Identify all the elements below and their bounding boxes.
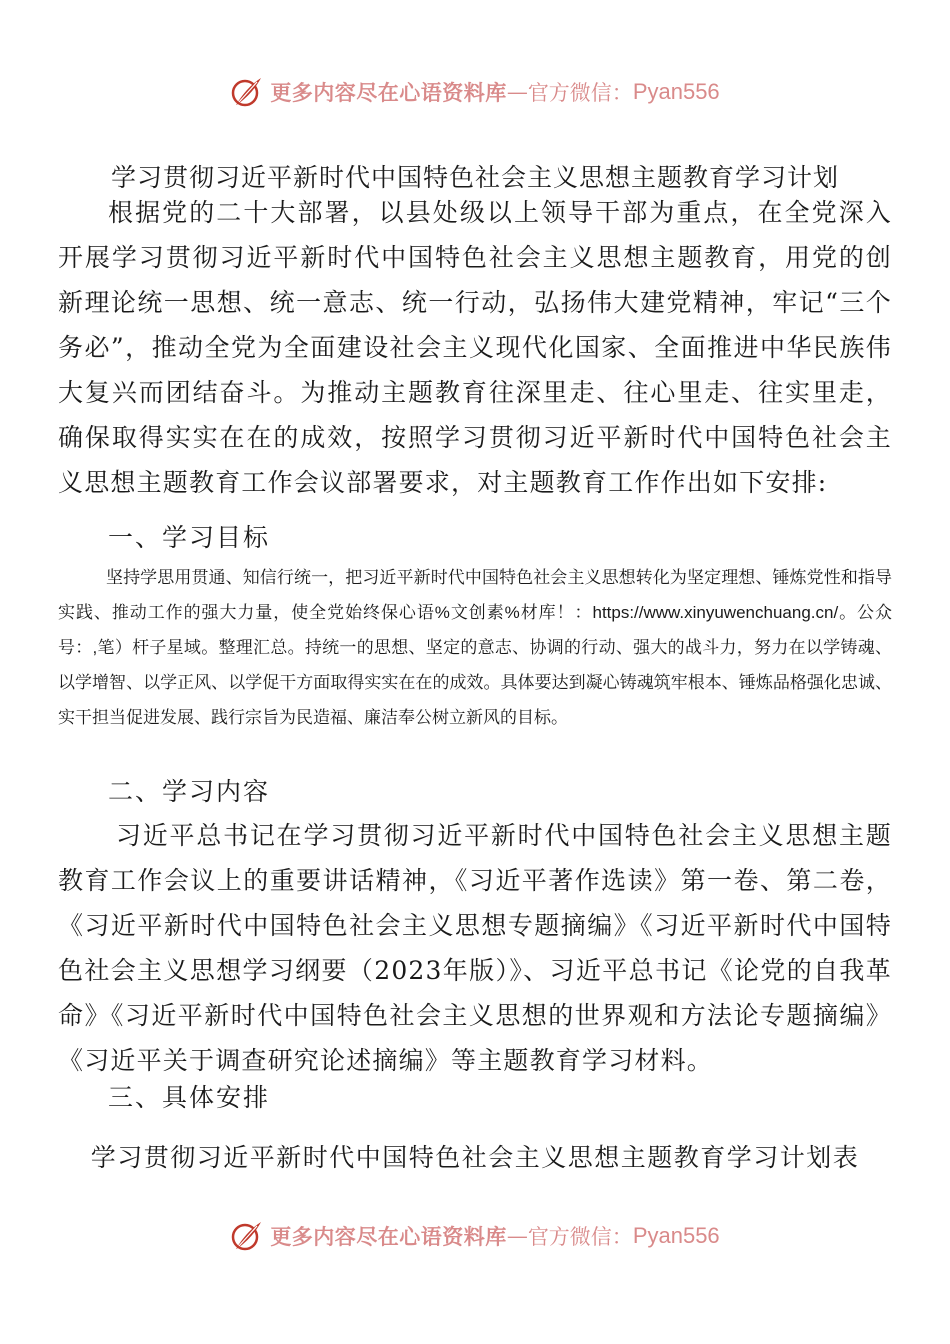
content-paragraph: 习近平总书记在学习贯彻习近平新时代中国特色社会主义思想主题教育工作会议上的重要讲话精神，《习近平著作选读》第一卷、第二卷，《习近平新时代中国特色社会主义思想专题摘编》《习近平新时代中国特色社会主义思想学习纲要（2023年版）》、习近平总书记《论党的自我革命》《习近平新时代中国特色社会主义思想的世界观和方法论专题摘编》《习近平关于调查研究论述摘编》等主题教育学习材料。 [58,821,892,1075]
header-banner [0,70,950,114]
footer-banner [0,1214,950,1258]
banner-main-text: 更多内容尽在心语资料库 [270,1224,507,1249]
banner-wechat-label: 官方微信： [527,1225,633,1249]
quill-pen-logo-icon [230,1219,264,1253]
section-heading-goals: 一、学习目标 [108,523,271,552]
banner-separator: — [506,1224,528,1248]
banner-separator: — [506,80,528,104]
banner-wechat-label: 官方微信： [527,81,633,105]
document-title: 学习贯彻习近平新时代中国特色社会主义思想主题教育学习计划 [110,163,839,192]
table-title: 学习贯彻习近平新时代中国特色社会主义思想主题教育学习计划表 [90,1143,860,1172]
banner-wechat-id: Pyan556 [632,79,720,104]
section-heading-content: 二、学习内容 [108,777,271,806]
banner-main-text: 更多内容尽在心语资料库 [270,80,507,105]
intro-paragraph: 根据党的二十大部署，以县处级以上领导干部为重点，在全党深入开展学习贯彻习近平新时代中国特色社会主义思想主题教育，用党的创新理论统一思想、统一意志、统一行动，弘扬伟大建党精神，牢记“三个务必”，推动全党为全面建设社会主义现代化国家、全面推进中华民族伟大复兴而团结奋斗。为推动主题教育往深里走、往心里走、往实里走，确保取得实实在在的成效，按照学习贯彻习近平新时代中国特色社会主义思想主题教育工作会议部署要求，对主题教育工作作出如下安排: [58,198,892,497]
banner-wechat-id: Pyan556 [632,1223,720,1248]
goals-paragraph: 坚持学思用贯通、知信行统一，把习近平新时代中国特色社会主义思想转化为坚定理想、锤炼党性和指导实践、推动工作的强大力量，使全党始终保心语%文创素%材库！：https://www.xinyuwenchuang.cn/。公众号：,笔）杆子星域。整理汇总。持统一的思想、坚定的意志、协调的行动、强大的战斗力，努力在以学铸魂、以学增智、以学正风、以学促干方面取得实实在在的成效。具体要达到凝心铸魂筑牢根本、锤炼品格强化忠诚、实干担当促进发展、践行宗旨为民造福、廉洁奉公树立新风的目标。 [58,568,892,727]
section-heading-arrangement: 三、具体安排 [108,1083,271,1112]
quill-pen-logo-icon [230,75,264,109]
